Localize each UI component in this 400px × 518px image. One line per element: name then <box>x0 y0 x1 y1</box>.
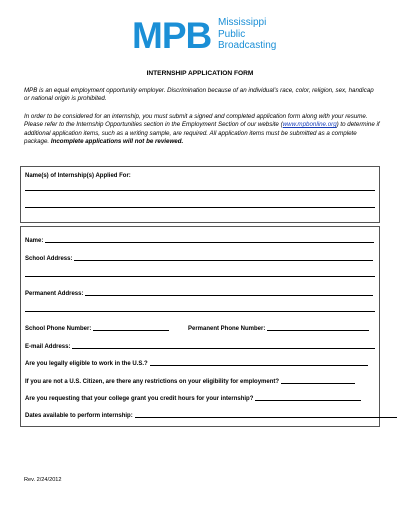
logo-abbreviation: MPB <box>132 15 212 56</box>
permanent-address-line[interactable] <box>85 295 373 296</box>
eligible-line[interactable] <box>150 365 368 366</box>
permanent-phone-line[interactable] <box>267 330 369 331</box>
logo-wordmark <box>218 17 276 52</box>
permanent-phone-label: Permanent Phone Number: <box>188 326 266 332</box>
school-address-label: School Address: <box>25 256 73 262</box>
internship-applied-line-1[interactable] <box>25 190 375 191</box>
internship-applied-section <box>20 166 380 223</box>
school-phone-line[interactable] <box>93 330 169 331</box>
internship-applied-row <box>25 170 131 179</box>
logo-line-mississippi: Mississippi <box>218 17 267 28</box>
credit-hours-line[interactable] <box>255 400 361 401</box>
name-line[interactable] <box>45 242 374 243</box>
form-title: INTERNSHIP APPLICATION FORM <box>146 70 254 77</box>
permanent-phone-row <box>188 323 369 332</box>
restrictions-line[interactable] <box>281 383 355 384</box>
logo-line-public: Public <box>218 28 246 40</box>
credit-hours-label: Are you requesting that your college grant you credit hours for your internship? <box>25 396 254 402</box>
email-row <box>25 341 375 350</box>
dates-line[interactable] <box>135 417 397 418</box>
eligible-row <box>25 358 368 367</box>
school-address-row <box>25 253 373 262</box>
equal-opportunity-statement: MPB is an equal employment opportunity employer. Discrimination because of an individual's race, color, religion, sex, handicap or national origin is prohibited. <box>24 87 374 103</box>
internship-applied-line-2[interactable] <box>25 207 375 208</box>
dates-label: Dates available to perform internship: <box>25 413 133 419</box>
mpb-logo <box>0 16 400 56</box>
school-address-line[interactable] <box>74 260 373 261</box>
logo-line-broadcasting: Broadcasting <box>218 40 277 51</box>
application-instructions <box>24 113 380 147</box>
internship-applied-label: Name(s) of Internship(s) Applied For: <box>25 173 131 179</box>
email-label: E-mail Address: <box>25 344 71 350</box>
incomplete-warning: Incomplete applications will not be reviewed. <box>50 138 184 146</box>
name-row <box>25 235 374 244</box>
school-phone-row <box>25 323 169 332</box>
applicant-details-section <box>20 226 380 427</box>
name-label: Name: <box>25 238 44 244</box>
permanent-address-line-2[interactable] <box>25 311 375 312</box>
revision-date: Rev. 2/24/2012 <box>24 477 62 483</box>
dates-row <box>25 410 397 419</box>
email-line[interactable] <box>72 348 375 349</box>
restrictions-row <box>25 376 355 385</box>
eligible-label: Are you legally eligible to work in the U.S.? <box>25 361 148 367</box>
permanent-address-row <box>25 288 373 297</box>
website-link[interactable]: www.mpbonline.org <box>282 121 337 129</box>
school-address-line-2[interactable] <box>25 276 375 277</box>
school-phone-label: School Phone Number: <box>25 326 92 332</box>
credit-hours-row <box>25 393 361 402</box>
permanent-address-label: Permanent Address: <box>25 291 84 297</box>
restrictions-label: If you are not a U.S. Citizen, are there any restrictions on your eligibility for employment? <box>25 379 280 385</box>
instructions-text-start: In order to be considered for an internship, you must submit a signed and completed application form along with your resume. Please refer to the Internship Opportunities section in the Employment Section of our website ( <box>24 113 368 129</box>
instructions-text-end: ) to determine if additional application items, such as a writing sample, are required. All application items must be submitted as a complete package. <box>24 121 380 146</box>
